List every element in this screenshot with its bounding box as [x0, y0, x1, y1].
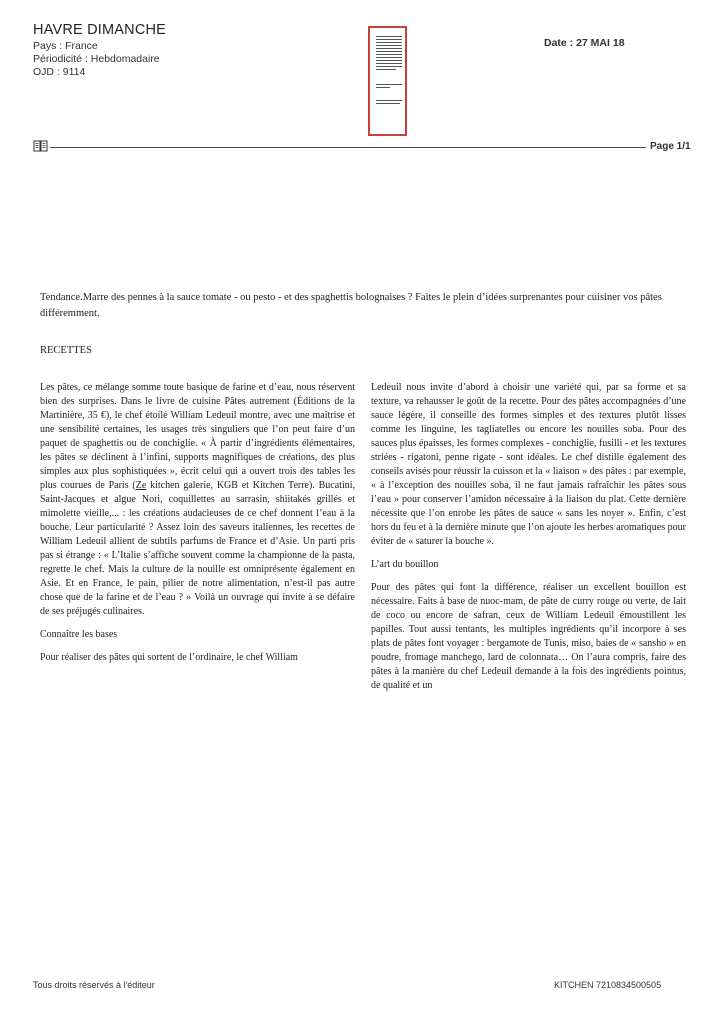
book-icon — [33, 140, 48, 153]
page-thumbnail[interactable] — [368, 26, 407, 136]
page-number: Page 1/1 — [650, 141, 691, 152]
paragraph: Pour des pâtes qui font la différence, réaliser un excellent bouillon est nécessaire. Faits à base de nuoc-mam, de pâte de curry rouge ou verte, de lait de coco ou encore de safran, ceux de William Ledeuil émoustillent les papilles. Tout aussi tentants, les multiples ingrédients qu’il incorpore à ses plats de pâtes font voyager : bergamote de Tunis, miso, baies de « sansho » en poudre, fromage manchego, lard de colonnata… On l’aura compris, faire des pâtes à la manière du chef Ledeuil demande à la fois des ingrédients pointus, de qualité et un — [371, 582, 686, 691]
paragraph — [40, 381, 355, 619]
paragraph: Pour réaliser des pâtes qui sortent de l’ordinaire, le chef William — [40, 652, 298, 663]
periodicity-label: Périodicité : Hebdomadaire — [33, 53, 160, 65]
subheading: L’art du bouillon — [371, 559, 439, 570]
country-label: Pays : France — [33, 40, 98, 52]
publication-title: HAVRE DIMANCHE — [33, 22, 167, 38]
article-column-right — [371, 381, 686, 702]
paragraph: Ledeuil nous invite d’abord à choisir une variété qui, par sa forme et sa texture, va rehausser le goût de la recette. Pour des pâtes accompagnées d’une sauce légère, il conseille des formes simples et des textures plutôt lisses comme les linguine, les tagliatelles ou encore les nouilles soba. Pour des sauces plus épaisses, les formes complexes - conchiglie, fusilli - et les textures striées - rigatoni, penne rigate - sont idéales. Le chef distille également des conseils avisés pour réussir la cuisson et la « liaison » des pâtes : par exemple, « à l’exception des nouilles soba, il ne faut jamais rafraîchir les pâtes sous l’eau » pour conserver l’amidon nécessaire à la liaison du plat. Cette dernière nécessite que l’on enrobe les pâtes de sauce « sans les noyer ». Enfin, c’est hors du feu et à la dernière minute que l’on ajoute les herbes aromatiques pour éviter de « saturer la bouche ». — [371, 382, 686, 547]
paragraph-text: Les pâtes, ce mélange somme toute basique de farine et d’eau, nous réservent bien des surprises. Dans le livre de cuisine Pâtes autrement (Éditions de la Martinière, 35 €), le chef étoilé William Ledeuil montre, avec une maîtrise et une sensibilité certaines, les usages très singuliers que l’on peut faire d’un paquet de spaghettis ou de conchiglie. « À partir d’ingrédients élémentaires, les pâtes se déclinent à l’infini, supports magnifiques de créations, des plus simples aux plus sophistiquées », écrit celui qui a ouvert trois des tables les plus courues de Paris ( — [40, 382, 355, 491]
page-divider — [50, 147, 646, 148]
article-intro: Tendance.Marre des pennes à la sauce tomate - ou pesto - et des spaghettis bolognaises ? Faites le plein d’idées surprenantes pour cuisiner vos pâtes différemment. — [40, 292, 662, 319]
publication-date: Date : 27 MAI 18 — [544, 37, 625, 49]
ojd-label: OJD : 9114 — [33, 66, 86, 78]
link-ze-kitchen[interactable]: Ze — [135, 480, 147, 491]
article-column-left — [40, 381, 355, 674]
footer-code: KITCHEN 7210834500505 — [554, 980, 662, 990]
subheading: Connaître les bases — [40, 629, 118, 640]
footer-rights: Tous droits réservés à l'éditeur — [33, 980, 155, 990]
section-heading: RECETTES — [40, 345, 92, 356]
paragraph-text: kitchen galerie, KGB et Kitchen Terre). Bucatini, Saint-Jacques et algue Nori, coquillettes au sarrasin, shiitakés grillés et mimolette vieille,... : les créations audacieuses de ce chef donnent l’eau à la bouche. Leur particularité ? Assez loin des saveurs italiennes, les recettes de William Ledeuil allient de subtils parfums de France et d’Asie. Un parti pris pas si étrange : « L’Italie s’affiche souvent comme la championne de la pasta, regrette le chef. Mais la culture de la nouille est omniprésente également en Asie. Et en France, le pain, pilier de notre alimentation, n’est-il pas autre chose que de la farine et de l’eau ? » Voilà un ouvrage qui invite à se défaire de ses préjugés culinaires. — [40, 480, 355, 617]
